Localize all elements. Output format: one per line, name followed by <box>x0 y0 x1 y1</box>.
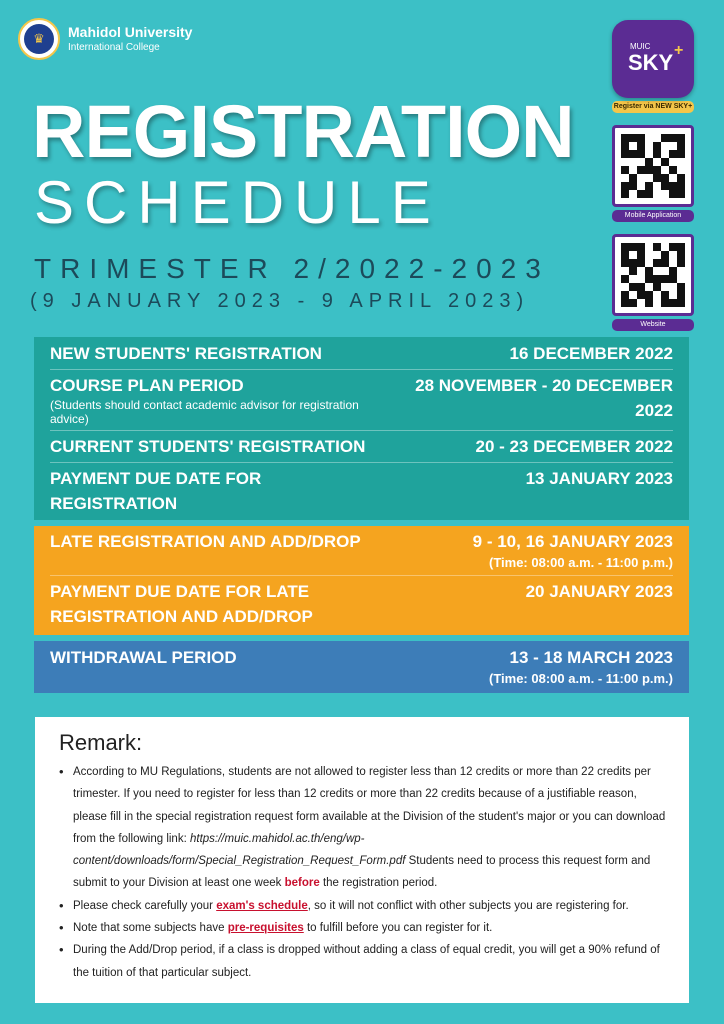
standard-registration-block <box>34 337 689 520</box>
schedule-row-current-students <box>50 430 673 462</box>
row-note: (Students should contact academic advisor for registration advice) <box>50 398 359 426</box>
remark-list <box>59 761 667 984</box>
side-panel <box>612 20 694 331</box>
remark-item-credits <box>59 761 667 895</box>
remark-item-exam-post: , so it will not conflict with other subjects you are registering for. <box>307 899 629 912</box>
page-subtitle: SCHEDULE <box>34 169 441 236</box>
university-logo <box>18 18 192 60</box>
emphasis-pre-requisites: pre-requisites <box>227 922 304 935</box>
remark-item-prereq-post: to fulfill before you can register for it. <box>306 922 493 935</box>
remark-item-credits-text: According to MU Regulations, students are not allowed to register less than 12 credits or more than 22 credits per trimester. If you need to register for less than 12 credits or more than 22 credits because of a justifiable reason, please fill in the special registration request form available at the Division of the student's major or you can download from the following link: <box>73 766 666 845</box>
row-date: 13 - 18 MARCH 2023 <box>509 648 673 667</box>
remark-item-prereq-pre: Note that some subjects have <box>73 922 225 935</box>
schedule-row-withdrawal <box>50 641 673 693</box>
schedule-table <box>34 337 689 693</box>
schedule-row-new-students <box>50 337 673 369</box>
row-date: 13 JANUARY 2023 <box>525 469 673 488</box>
remark-title: Remark: <box>59 730 143 755</box>
remark-box <box>35 717 689 1003</box>
remark-item-refund-text: During the Add/Drop period, if a class is dropped without adding a class of equal credit, you will get a 90% refund of the tuition of that particular subject. <box>73 944 660 979</box>
row-date: 20 - 23 DECEMBER 2022 <box>475 437 673 456</box>
sky-app-plus: + <box>674 42 684 59</box>
row-label: PAYMENT DUE DATE FOR REGISTRATION <box>50 469 262 513</box>
row-date: 16 DECEMBER 2022 <box>509 344 673 363</box>
qr-code-mobile-app-icon[interactable] <box>612 125 694 207</box>
row-label: LATE REGISTRATION AND ADD/DROP <box>50 532 361 551</box>
row-date: 9 - 10, 16 JANUARY 2023 <box>472 532 673 551</box>
website-label: Website <box>612 319 694 331</box>
row-date: 28 NOVEMBER - 20 DECEMBER 2022 <box>415 376 673 420</box>
row-time: (Time: 08:00 a.m. - 11:00 p.m.) <box>489 555 673 570</box>
row-label: NEW STUDENTS' REGISTRATION <box>50 344 322 363</box>
remark-item-exam <box>59 895 667 917</box>
remark-item-credits-cont: Students need to process this request form and submit to your Division at least one week <box>73 855 651 890</box>
remark-item-refund <box>59 939 667 984</box>
row-label: CURRENT STUDENTS' REGISTRATION <box>50 437 366 456</box>
row-label: COURSE PLAN PERIOD <box>50 376 244 395</box>
schedule-row-payment-due <box>50 462 673 520</box>
form-download-link[interactable]: https://muic.mahidol.ac.th/eng/wp-content/downloads/form/Special_Registration_Request_Form.pdf <box>73 832 406 868</box>
sky-app-small-label: MUIC <box>630 42 651 51</box>
page-title: REGISTRATION <box>32 90 574 173</box>
mobile-application-label: Mobile Application <box>612 210 694 222</box>
register-via-sky-label: Register via NEW SKY+ <box>612 101 694 113</box>
row-label: PAYMENT DUE DATE FOR LATE REGISTRATION AND ADD/DROP <box>50 582 313 626</box>
row-date: 20 JANUARY 2023 <box>525 582 673 601</box>
remark-item-exam-pre: Please check carefully your <box>73 899 213 912</box>
university-seal-icon: ♛ <box>18 18 60 60</box>
schedule-row-late-payment-due <box>50 575 673 635</box>
schedule-row-course-plan <box>50 369 673 430</box>
remark-item-credits-end: the registration period. <box>322 877 438 890</box>
schedule-row-late-registration <box>50 526 673 575</box>
qr-code-website-icon[interactable] <box>612 234 694 316</box>
trimester-date-range: (9 JANUARY 2023 - 9 APRIL 2023) <box>30 290 530 312</box>
row-label: WITHDRAWAL PERIOD <box>50 648 237 667</box>
college-name: International College <box>68 42 160 53</box>
emphasis-before: before <box>284 877 320 890</box>
late-registration-block <box>34 526 689 635</box>
qr-grid-app <box>621 134 685 198</box>
qr-grid-web <box>621 243 685 307</box>
emphasis-exam-schedule: exam's schedule <box>216 899 308 912</box>
withdrawal-block <box>34 641 689 693</box>
sky-app-icon[interactable] <box>612 20 694 98</box>
university-name: Mahidol University <box>68 24 193 40</box>
sky-app-brand: SKY <box>628 50 674 75</box>
row-time: (Time: 08:00 a.m. - 11:00 p.m.) <box>489 671 673 686</box>
remark-item-prereq <box>59 917 667 939</box>
trimester-label: TRIMESTER 2/2022-2023 <box>34 253 550 284</box>
